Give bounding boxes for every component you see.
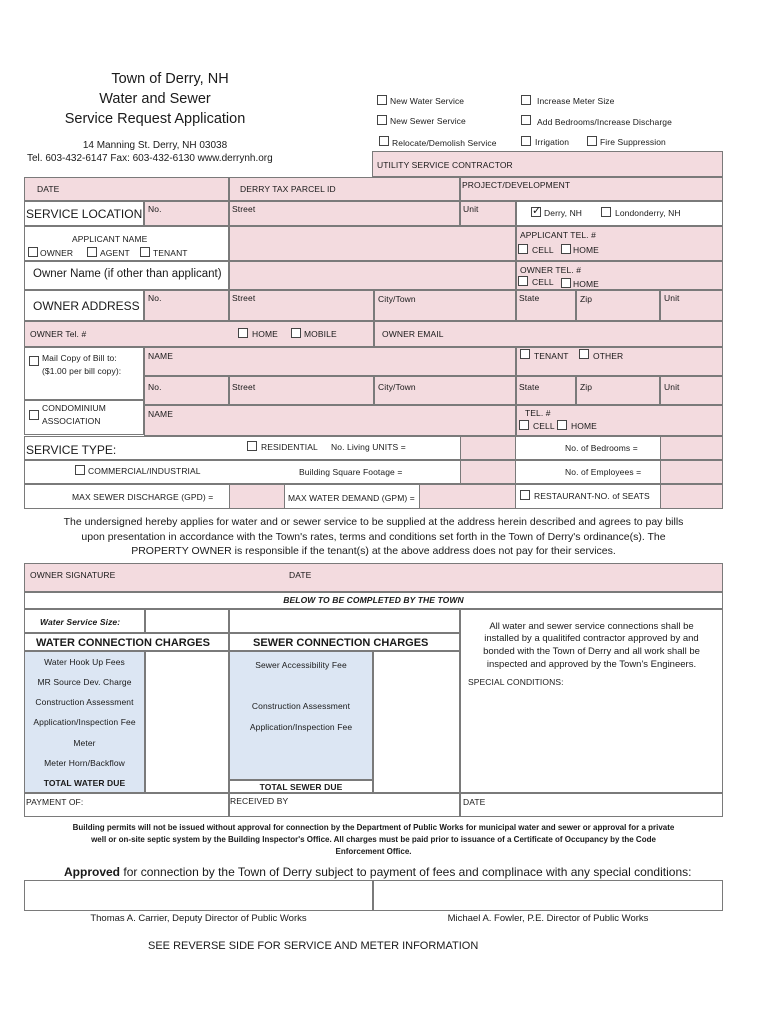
new-sewer-label: New Sewer Service <box>390 116 466 126</box>
owner-address-label: OWNER ADDRESS <box>33 299 140 313</box>
fire-checkbox[interactable] <box>587 136 597 146</box>
living-units-label: No. Living UNITS = <box>331 442 406 452</box>
bldg-sqft-label: Building Square Footage = <box>299 467 403 477</box>
note-line-1: All water and sewer service connections shall be <box>489 621 694 632</box>
max-water-field[interactable] <box>419 484 516 509</box>
owner-tel-home-label: HOME <box>252 329 278 339</box>
mail-copy-checkbox[interactable] <box>29 356 39 366</box>
owner-tel-label: OWNER Tel. # <box>30 329 87 339</box>
restaurant-seats-field[interactable] <box>660 484 723 509</box>
total-sewer-label: TOTAL SEWER DUE <box>259 782 343 792</box>
approval-sig-right[interactable] <box>373 880 723 911</box>
title-line-1: Town of Derry, NH <box>111 71 229 87</box>
derry-label: Derry, NH <box>544 208 583 218</box>
employees-label: No. of Employees = <box>565 467 642 477</box>
water-item-2: Construction Assessment <box>35 697 134 707</box>
date-label: DATE <box>37 184 60 194</box>
mail-unit-label: Unit <box>664 382 680 392</box>
applicant-home-label: HOME <box>573 245 599 255</box>
water-item-5: Meter Horn/Backflow <box>44 758 125 768</box>
mail-other-checkbox[interactable] <box>579 349 589 359</box>
service-location-label: SERVICE LOCATION <box>26 207 143 221</box>
add-bedrooms-label: Add Bedrooms/Increase Discharge <box>537 117 672 127</box>
add-bedrooms-checkbox[interactable] <box>521 115 531 125</box>
tax-parcel-label: DERRY TAX PARCEL ID <box>240 184 336 194</box>
owner-signature-field[interactable] <box>24 563 723 592</box>
condo-name-label: NAME <box>148 409 173 419</box>
owner-zip-label: Zip <box>580 294 593 304</box>
approval-sig-2-name: Michael A. Fowler, P.E. Director of Public Works <box>447 913 649 924</box>
owner-state-label: State <box>519 293 540 303</box>
condo-cell-label: CELL <box>533 421 555 431</box>
increase-meter-checkbox[interactable] <box>521 95 531 105</box>
water-item-1: MR Source Dev. Charge <box>37 677 132 687</box>
signature-date-label: DATE <box>289 570 312 580</box>
service-street-field[interactable] <box>229 201 460 226</box>
sewer-labels-column <box>229 651 373 780</box>
note-line-4: inspected and approved by the Town's Engineers. <box>486 659 697 670</box>
mail-copy-label-2: ($1.00 per bill copy): <box>42 366 122 376</box>
note-line-2: installed by a qualitifed contractor approved by and <box>484 633 699 644</box>
owner-tel-mobile-label: MOBILE <box>304 329 337 339</box>
max-sewer-label: MAX SEWER DISCHARGE (GPD) = <box>72 492 214 502</box>
restaurant-label: RESTAURANT-NO. of SEATS <box>534 491 650 501</box>
owner-cell-label: CELL <box>532 277 554 287</box>
living-units-field[interactable] <box>460 436 516 460</box>
owner-home-label: HOME <box>573 279 599 289</box>
service-unit-label: Unit <box>463 204 479 214</box>
water-size-label: Water Service Size: <box>40 617 121 627</box>
approval-rest: for connection by the Town of Derry subject to payment of fees and complinace with any special conditions: <box>123 865 692 879</box>
bedrooms-field[interactable] <box>660 436 723 460</box>
mail-other-label: OTHER <box>593 351 624 361</box>
service-type-label: SERVICE TYPE: <box>26 443 117 457</box>
residential-label: RESIDENTIAL <box>261 442 318 452</box>
payment-of-label: PAYMENT OF: <box>26 797 84 807</box>
sewer-item-0: Sewer Accessibility Fee <box>255 660 347 670</box>
residential-checkbox[interactable] <box>247 441 257 451</box>
new-water-checkbox[interactable] <box>377 95 387 105</box>
relocate-label: Relocate/Demolish Service <box>392 138 497 148</box>
owner-email-label: OWNER EMAIL <box>382 329 444 339</box>
condo-home-label: HOME <box>571 421 597 431</box>
permits-line-3: Enforcement Office. <box>335 847 412 856</box>
applicant-cell-checkbox[interactable] <box>518 244 528 254</box>
project-label: PROJECT/DEVELOPMENT <box>462 180 571 190</box>
commercial-checkbox[interactable] <box>75 465 85 475</box>
mail-state-label: State <box>519 382 540 392</box>
water-item-0: Water Hook Up Fees <box>44 657 125 667</box>
max-sewer-field[interactable] <box>229 484 285 509</box>
max-water-label: MAX WATER DEMAND (GPM) = <box>288 493 415 503</box>
owner-name-label: Owner Name (if other than applicant) <box>33 268 222 280</box>
owner-signature-label: OWNER SIGNATURE <box>30 570 116 580</box>
special-conditions-label: SPECIAL CONDITIONS: <box>468 677 564 687</box>
irrigation-checkbox[interactable] <box>521 136 531 146</box>
title-line-3: Service Request Application <box>64 111 246 127</box>
service-street-label: Street <box>232 204 256 214</box>
town-date-field[interactable] <box>460 793 723 817</box>
note-line-3: bonded with the Town of Derry and all work shall be <box>483 646 700 657</box>
permits-line-2: well or on-site septic system by the Building Inspector's Office. All charges must be paid prior to issuance of a Certificate of Occupancy by the Code <box>91 835 656 844</box>
agreement-line-2: upon presentation in accordance with the Town's rates, terms and conditions set forth in the Town of Derry's ordinance(s). The <box>81 531 666 543</box>
mail-tenant-label: TENANT <box>534 351 569 361</box>
town-date-label: DATE <box>463 797 486 807</box>
mail-street-label: Street <box>232 382 256 392</box>
owner-home-checkbox[interactable] <box>561 278 571 288</box>
service-no-label: No. <box>148 204 162 214</box>
condo-label-2: ASSOCIATION <box>42 416 101 426</box>
owner-street-label: Street <box>232 293 256 303</box>
condo-tel-label: TEL. # <box>525 408 551 418</box>
mail-zip-label: Zip <box>580 382 593 392</box>
tenant-checkbox[interactable] <box>140 247 150 257</box>
mail-city-label: City/Town <box>378 382 416 392</box>
received-by-label: RECEIVED BY <box>230 796 289 806</box>
permits-line-1: Building permits will not be issued without approval for connection by the Department of Public Works for municipal water and sewer or approval for a private <box>72 823 675 832</box>
mail-copy-label-1: Mail Copy of Bill to: <box>42 353 117 363</box>
town-contact: Tel. 603-432-6147 Fax: 603-432-6130 www.derrynh.org <box>27 153 273 164</box>
new-water-label: New Water Service <box>390 96 465 106</box>
condo-label-1: CONDOMINIUM <box>42 403 106 413</box>
applicant-name-label: APPLICANT NAME <box>72 234 148 244</box>
water-item-3: Application/Inspection Fee <box>33 717 136 727</box>
utility-contractor-label: UTILITY SERVICE CONTRACTOR <box>377 160 513 170</box>
applicant-name-field[interactable] <box>229 226 516 261</box>
agent-checkbox[interactable] <box>87 247 97 257</box>
owner-tel-hash-label: OWNER TEL. # <box>520 265 582 275</box>
new-sewer-checkbox[interactable] <box>377 115 387 125</box>
title-line-2: Water and Sewer <box>99 91 211 107</box>
increase-meter-label: Increase Meter Size <box>537 96 615 106</box>
owner-unit-label: Unit <box>664 293 680 303</box>
agreement-line-1: The undersigned hereby applies for water and or sewer service to be supplied at the address herein described and agrees to pay bills <box>63 516 684 528</box>
mail-name-field[interactable] <box>144 347 516 376</box>
water-item-4: Meter <box>73 738 96 748</box>
approval-text <box>64 865 691 879</box>
derry-checkbox[interactable]: ✓ <box>532 205 542 217</box>
agreement-line-3: PROPERTY OWNER is responsible if the tenant(s) at the above address does not pay for their services. <box>131 545 616 557</box>
mail-no-label: No. <box>148 382 162 392</box>
bldg-sqft-field[interactable] <box>460 460 516 484</box>
water-size-field[interactable] <box>145 609 229 633</box>
water-charges-header: WATER CONNECTION CHARGES <box>36 637 210 649</box>
sewer-item-1: Construction Assessment <box>251 701 351 711</box>
applicant-cell-label: CELL <box>532 245 554 255</box>
bedrooms-label: No. of Bedrooms = <box>565 443 638 453</box>
tenant-label: TENANT <box>153 248 188 258</box>
agent-label: AGENT <box>100 248 130 258</box>
applicant-tel-label: APPLICANT TEL. # <box>520 230 596 240</box>
restaurant-checkbox[interactable] <box>520 490 530 500</box>
town-section-title: BELOW TO BE COMPLETED BY THE TOWN <box>283 595 464 605</box>
approval-bold: Approved <box>64 865 121 879</box>
condo-name-field[interactable] <box>144 405 516 436</box>
mail-tenant-checkbox[interactable] <box>520 349 530 359</box>
applicant-home-checkbox[interactable] <box>561 244 571 254</box>
owner-tel-home-checkbox[interactable] <box>238 328 248 338</box>
owner-cell-checkbox[interactable] <box>518 276 528 286</box>
relocate-checkbox[interactable] <box>379 136 389 146</box>
owner-city-label: City/Town <box>378 294 416 304</box>
commercial-label: COMMERCIAL/INDUSTRIAL <box>88 466 201 476</box>
fire-label: Fire Suppression <box>600 137 666 147</box>
owner-tel-mobile-checkbox[interactable] <box>291 328 301 338</box>
sewer-item-2: Application/Inspection Fee <box>249 722 353 732</box>
londonderry-checkbox[interactable] <box>601 207 611 217</box>
approval-sig-left[interactable] <box>24 880 373 911</box>
condo-checkbox[interactable] <box>29 410 39 420</box>
sewer-top-blank <box>229 609 460 633</box>
approval-sig-1-name: Thomas A. Carrier, Deputy Director of Public Works <box>90 913 307 924</box>
condo-cell-checkbox[interactable] <box>519 420 529 430</box>
irrigation-label: Irrigation <box>535 137 570 147</box>
sewer-charges-header: SEWER CONNECTION CHARGES <box>253 637 429 649</box>
employees-field[interactable] <box>660 460 723 484</box>
owner-label: OWNER <box>40 248 74 258</box>
owner-checkbox[interactable] <box>28 247 38 257</box>
condo-home-checkbox[interactable] <box>557 420 567 430</box>
owner-name-field[interactable] <box>229 261 516 290</box>
mail-name-label: NAME <box>148 351 173 361</box>
footer-text: SEE REVERSE SIDE FOR SERVICE AND METER INFORMATION <box>148 940 479 952</box>
water-values-column[interactable] <box>145 651 229 793</box>
londonderry-label: Londonderry, NH <box>615 208 681 218</box>
owner-no-label: No. <box>148 293 162 303</box>
town-address: 14 Manning St. Derry, NH 03038 <box>82 140 228 151</box>
total-water-label: TOTAL WATER DUE <box>43 778 126 788</box>
sewer-values-column[interactable] <box>373 651 460 793</box>
